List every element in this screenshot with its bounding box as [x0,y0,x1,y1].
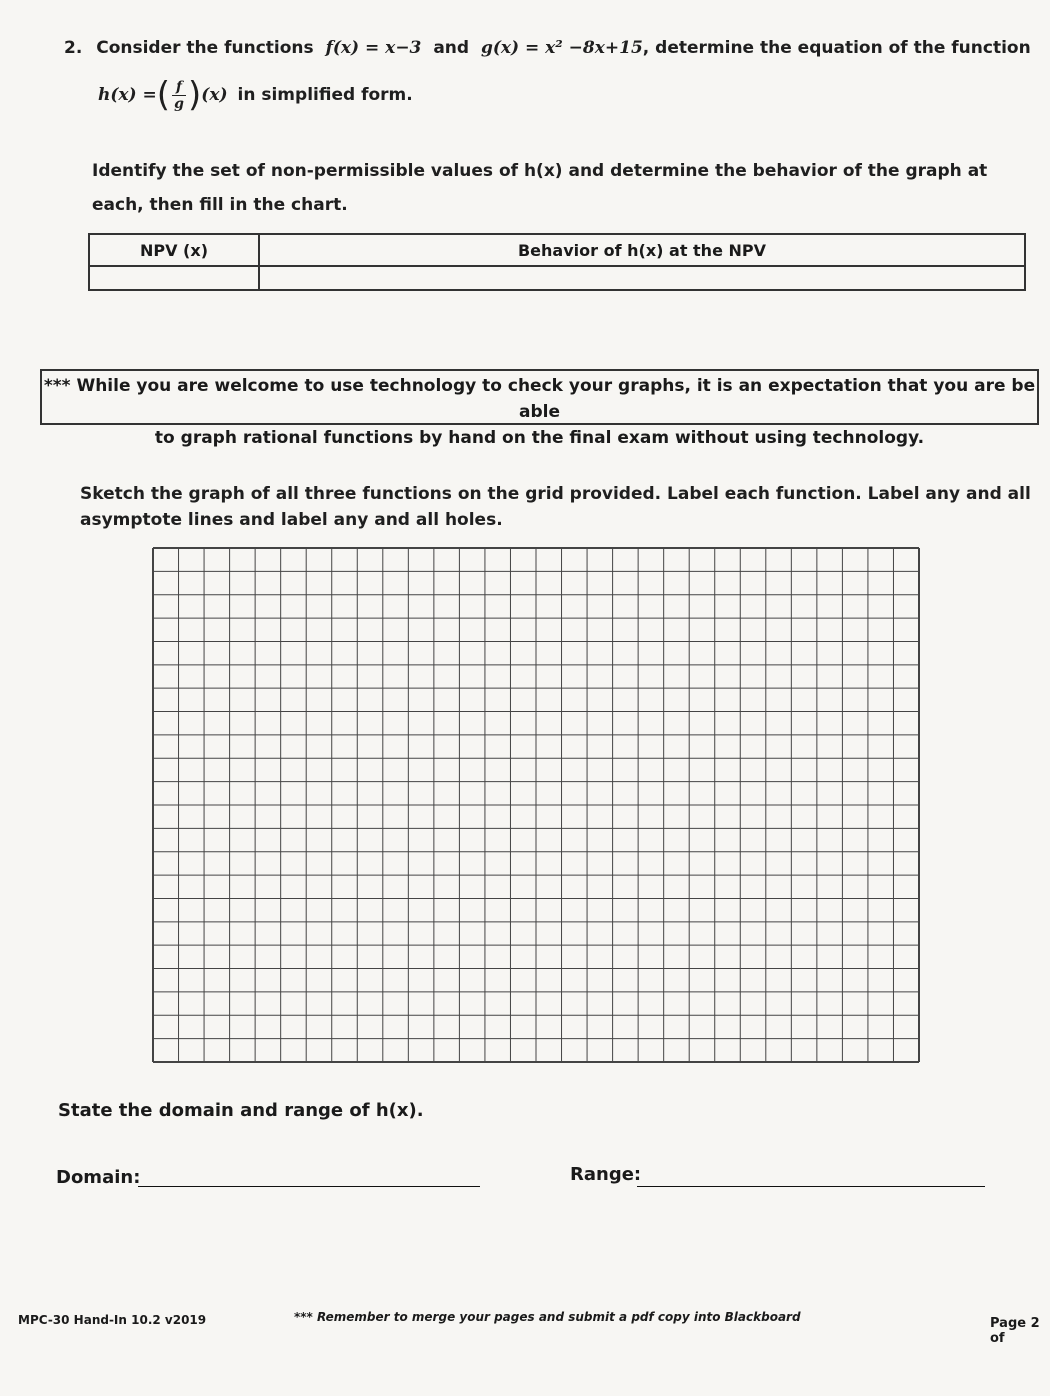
sketch-instructions-line2: asymptote lines and label any and all holes. [80,510,503,530]
fraction-numerator: f [176,78,183,95]
fraction-denominator: g [174,95,184,112]
domain-label: Domain: [56,1167,141,1188]
range-label: Range: [570,1164,642,1185]
technology-note-line1: *** While you are welcome to use technology to check your graphs, it is an expectation that you are be able [43,376,1036,422]
question-number: 2. [64,38,83,58]
and-word: and [433,38,470,58]
footer-page-number: Page 2 of [990,1316,1040,1346]
technology-note-line2: to graph rational functions by hand on the final exam without using technology. [154,428,925,448]
graph-grid[interactable] [152,547,920,1063]
f-definition: f(x) = x−3 [325,38,422,58]
sketch-instructions-line1: Sketch the graph of all three functions on the grid provided. Label each function. Label any and all [80,484,1031,504]
h-lhs: h(x) = [98,85,157,105]
sketch-instructions [80,481,1031,533]
npv-instructions: Identify the set of non-permissible values of h(x) and determine the behavior of the graph at each, then fill in the chart. [92,161,988,215]
domain-answer-line[interactable] [138,1186,480,1187]
technology-note [40,369,1039,448]
h-argument: (x) [201,85,228,105]
left-paren: ( [156,75,171,115]
npv-cell[interactable] [89,266,259,290]
h-tail: in simplified form. [237,85,413,105]
question-header [64,38,1031,58]
g-definition: g(x) = x² −8x+15 [480,38,643,58]
behavior-cell[interactable] [259,266,1025,290]
domain-range-prompt: State the domain and range of h(x). [58,1100,424,1121]
behavior-header: Behavior of h(x) at the NPV [259,234,1025,266]
footer-course-code: MPC-30 Hand-In 10.2 v2019 [18,1313,207,1327]
range-answer-line[interactable] [637,1186,985,1187]
question-intro: Consider the functions [96,38,314,58]
f-over-g-fraction [172,80,186,111]
right-paren: ) [188,75,202,115]
npv-header: NPV (x) [89,234,259,266]
footer-reminder: *** Remember to merge your pages and submit a pdf copy into Blackboard [294,1310,801,1324]
question-tail: , determine the equation of the function [642,38,1031,58]
npv-table [88,233,1026,291]
h-definition [98,75,413,115]
